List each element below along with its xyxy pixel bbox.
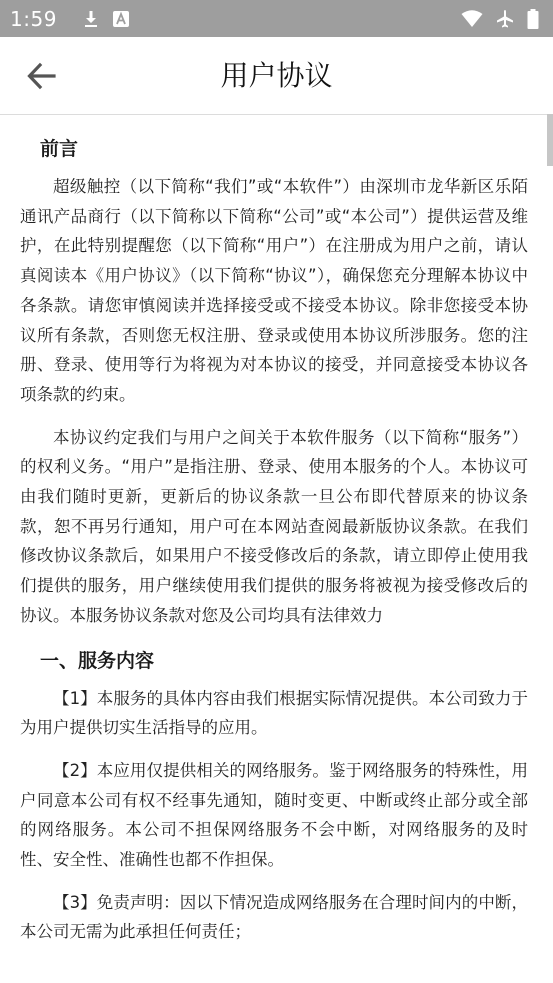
section-heading-preface: 前言 [40, 138, 79, 160]
section-heading-service: 一、服务内容 [40, 649, 155, 672]
page-title: 用户协议 [220, 59, 333, 92]
status-bar [0, 0, 553, 37]
back-button[interactable] [24, 59, 60, 93]
paragraph: 超级触控（以下简称“我们”或“本软件”）由深圳市龙华新区乐陌通讯产品商行（以下简称以下简称“公司”或“本公司”）提供运营及维护，在此特别提醒您（以下简称“用户”）在注册成为用户之前，请认真阅读本《用户协议》（以下简称“协议”），确保您充分理解本协议中各条款。请您审慎阅读并选择接受或不接受本协议。除非您接受本协议所有条款，否则您无权注册、登录或使用本协议所涉服务。您的注册、登录、使用等行为将视为对本协议的接受，并同意接受本协议各项条款的约束。 [20, 177, 528, 404]
app-notification-icon [113, 11, 129, 27]
download-icon [83, 10, 99, 28]
agreement-content[interactable] [0, 114, 545, 983]
battery-icon [527, 9, 539, 29]
status-right-icons [461, 9, 539, 29]
wifi-icon [461, 10, 483, 28]
app-bar [0, 37, 553, 115]
scrollbar-thumb[interactable] [547, 114, 553, 166]
paragraph: 本协议约定我们与用户之间关于本软件服务（以下简称“服务”）的权利义务。“用户”是指注册、登录、使用本服务的个人。本协议可由我们随时更新，更新后的协议条款一旦公布即代替原来的协议条款，恕不再另行通知，用户可在本网站查阅最新版协议条款。在我们修改协议条款后，如果用户不接受修改后的条款，请立即停止使用我们提供的服务，用户继续使用我们提供的服务将被视为接受修改后的协议。本服务协议条款对您及公司均具有法律效力 [20, 427, 528, 625]
paragraph: 【2】本应用仅提供相关的网络服务。鉴于网络服务的特殊性，用户同意本公司有权不经事先通知，随时变更、中断或终止部分或全部的网络服务。本公司不担保网络服务不会中断，对网络服务的及时性、安全性、准确性也都不作担保。 [20, 760, 528, 870]
paragraph: 【3】免责声明：因以下情况造成网络服务在合理时间内的中断，本公司无需为此承担任何责任； [20, 892, 528, 942]
status-time: 1:59 [10, 6, 57, 31]
status-left-icons [83, 10, 129, 28]
paragraph: 【1】本服务的具体内容由我们根据实际情况提供。本公司致力于为用户提供切实生活指导的应用。 [20, 688, 528, 738]
airplane-mode-icon [495, 9, 515, 29]
scrollbar[interactable] [546, 114, 553, 983]
back-arrow-icon [24, 59, 60, 93]
